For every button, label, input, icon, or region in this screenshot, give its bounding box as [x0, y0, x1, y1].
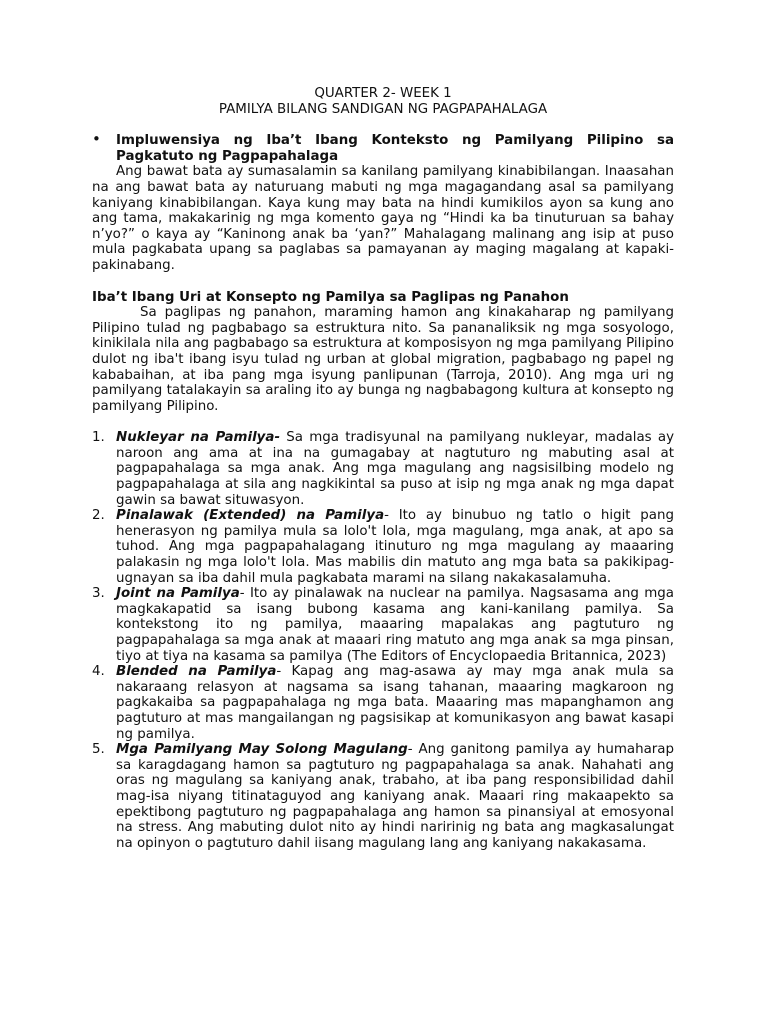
quarter-week-title: QUARTER 2- WEEK 1	[314, 86, 452, 101]
list-item	[92, 664, 674, 742]
document-page	[92, 86, 674, 851]
list-term: Mga Pamilyang May Solong Magulang	[116, 742, 408, 758]
bullet-icon: •	[92, 130, 101, 149]
bullet-paragraph: Ang bawat bata ay sumasalamin sa kanilang pamilyang kinabibilangan. Inaasahan na ang bawat bata ay naturuang mabuti ng mga magagandang asal sa pamilyang kaniyang kinabibilangan. Kaya kung may bata na hindi kumikilos ayon sa kung ano ang tama, makakarinig ng mga komento gaya ng “Hindi ka ba tinuturuan sa bahay n’yo?” o kaya ay “Kaninong anak ba ‘yan?” Mahalagang malinang ang isip at puso mula pagkabata upang sa paglabas sa pamayanan ay maging magalang at kapaki-pakinabang.	[92, 164, 674, 273]
list-item	[92, 430, 674, 508]
list-number: 1.	[92, 430, 105, 446]
list-text: Sa mga tradisyunal na pamilyang nukleyar, madalas ay naroon ang ama at ina na gumagabay at nagtuturo ng mabuting asal at pagpapahalaga sa mga anak. Ang mga magulang ang nagsisilbing modelo ng pagpapahalaga at sila ang nagkikintal sa puso at isip ng mga anak ng mga dapat gawin sa bawat situwasyon.	[116, 430, 674, 508]
list-number: 5.	[92, 742, 105, 758]
bullet-section	[92, 130, 674, 164]
list-text: - Ito ay pinalawak na nuclear na pamilya. Nagsasama ang mga magkakapatid sa isang bubong kasama ang kani-kanilang pamilya. Sa kontekstong ito ng pamilya, maaaring mapalakas ang pagtuturo ng pagpapahalaga sa mga anak at maaari ring matuto ang mga anak sa mga pinsan, tiyo at tiya na kasama sa pamilya (The Editors of Encyclopaedia Britannica, 2023)	[116, 586, 674, 664]
bullet-heading: Impluwensiya ng Iba’t Ibang Konteksto ng Pamilyang Pilipino sa Pagkatuto ng Pagpapahalaga	[116, 133, 674, 164]
family-types-list	[92, 430, 674, 851]
section-paragraph: Sa paglipas ng panahon, maraming hamon ang kinakaharap ng pamilyang Pilipino tulad ng pagbabago sa estruktura nito. Sa pananaliksik ng mga sosyologo, kinikilala nila ang pagbabago sa estruktura at komposisyon ng mga pamilyang Pilipino dulot ng iba't ibang isyu tulad ng urban at global migration, pagbabago ng papel ng kababaihan, at iba pang mga isyung panlipunan (Tarroja, 2010). Ang mga uri ng pamilyang tatalakayin sa araling ito ay bunga ng nagbabagong kultura at konsepto ng pamilyang Pilipino.	[92, 305, 674, 414]
document-header	[92, 86, 674, 117]
list-number: 3.	[92, 586, 105, 602]
list-text: - Ito ay binubuo ng tatlo o higit pang henerasyon ng pamilya mula sa lolo't lola, mga magulang, mga anak, at apo sa tuhod. Ang mga pagpapahalagang itinuturo ng mga magulang ay maaaring palakasin ng mga lolo't lola. Mas mabilis din matuto ang mga bata sa pakikipag-ugnayan sa iba dahil mula pagkabata marami na silang nakakasalamuha.	[116, 508, 674, 586]
section-heading: Iba’t Ibang Uri at Konsepto ng Pamilya sa Paglipas ng Panahon	[92, 289, 569, 305]
list-text: - Ang ganitong pamilya ay humaharap sa karagdagang hamon sa pagtuturo ng pagpapahalaga sa anak. Nahahati ang oras ng magulang sa kaniyang anak, trabaho, at iba pang responsibilidad dahil mag-isa niyang titinataguyod ang kaniyang anak. Maaari ring makaapekto sa epektibong pagtuturo ng pagpapahalaga ang hamon sa pinansiyal at emosyonal na stress. Ang mabuting dulot nito ay hindi naririnig ng bata ang magkasalungat na opinyon o pagtuturo dahil iisang magulang lang ang kaniyang nakakasama.	[116, 742, 674, 851]
list-item	[92, 586, 674, 664]
list-text: - Kapag ang mag-asawa ay may mga anak mula sa nakaraang relasyon at nagsama sa isang tahanan, maaaring magkaroon ng pagkakaiba sa pagpapahalaga ng mga bata. Maaaring mas mapanghamon ang pagtuturo at mas mangailangan ng pagsisikap at komunikasyon ang bawat kasapi ng pamilya.	[116, 664, 675, 742]
list-item	[92, 508, 674, 586]
list-term: Nukleyar na Pamilya-	[116, 430, 281, 446]
lesson-title: PAMILYA BILANG SANDIGAN NG PAGPAPAHALAGA	[218, 101, 548, 117]
list-item	[92, 742, 674, 851]
list-number: 4.	[92, 664, 105, 680]
list-term: Blended na Pamilya	[116, 664, 277, 680]
list-term: Pinalawak (Extended) na Pamilya	[116, 508, 385, 524]
list-number: 2.	[92, 508, 105, 524]
list-term: Joint na Pamilya	[116, 586, 240, 602]
